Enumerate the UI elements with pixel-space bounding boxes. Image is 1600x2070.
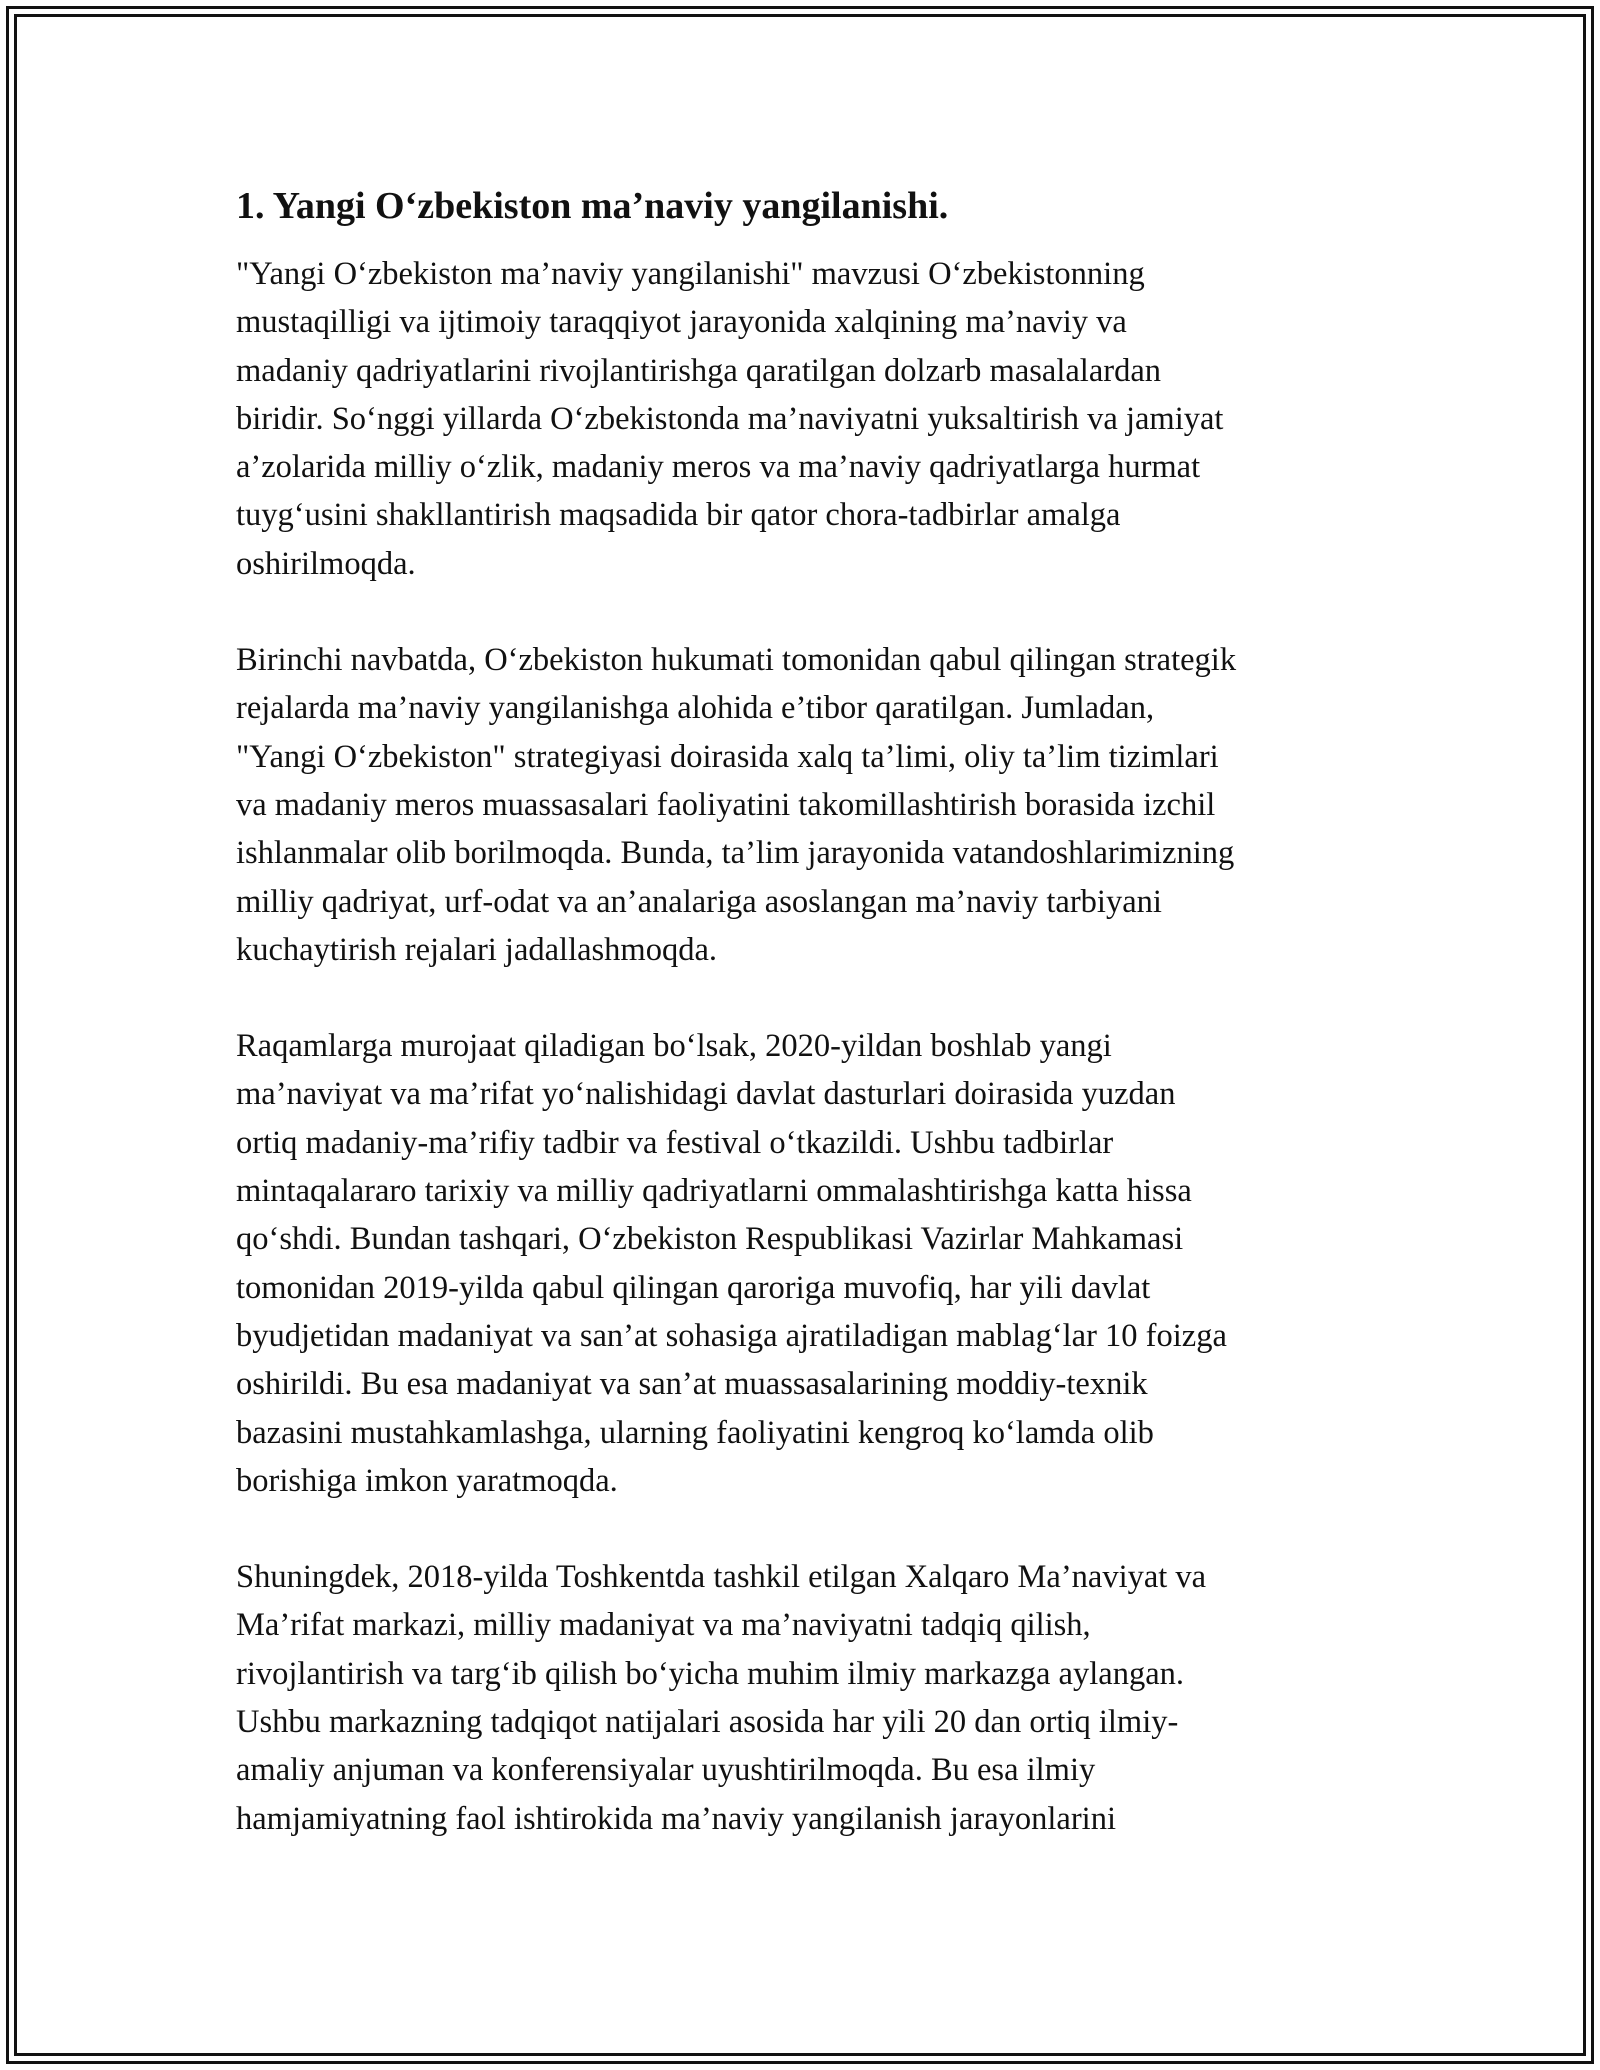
section-heading: 1. Yangi O‘zbekiston ma’naviy yangilanishi.	[236, 185, 949, 227]
text-line: bazasini mustahkamlashga, ularning faoliyatini kengroq ko‘lamda olib	[236, 1414, 1154, 1451]
body-paragraph	[236, 636, 1376, 974]
body-paragraph	[236, 1022, 1376, 1505]
text-line: mustaqilligi va ijtimoiy taraqqiyot jarayonida xalqining ma’naviy va	[236, 304, 1127, 341]
text-line: Shuningdek, 2018-yilda Toshkentda tashkil etilgan Xalqaro Ma’naviyat va	[236, 1559, 1207, 1596]
text-line: ishlanmalar olib borilmoqda. Bunda, ta’lim jarayonida vatandoshlarimizning	[236, 835, 1235, 872]
body-paragraph	[236, 1553, 1376, 1843]
paragraph-list	[236, 250, 1376, 1843]
text-line: amaliy anjuman va konferensiyalar uyushtirilmoqda. Bu esa ilmiy	[236, 1752, 1096, 1789]
text-line: rejalarda ma’naviy yangilanishga alohida e’tibor qaratilgan. Jumladan,	[236, 690, 1155, 727]
text-line: oshirildi. Bu esa madaniyat va san’at muassasalarining moddiy-texnik	[236, 1366, 1148, 1403]
text-line: qo‘shdi. Bundan tashqari, O‘zbekiston Respublikasi Vazirlar Mahkamasi	[236, 1221, 1184, 1258]
text-line: "Yangi O‘zbekiston ma’naviy yangilanishi" mavzusi O‘zbekistonning	[236, 256, 1145, 292]
text-line: milliy qadriyat, urf-odat va an’analariga asoslangan ma’naviy tarbiyani	[236, 883, 1162, 920]
text-line: a’zolarida milliy o‘zlik, madaniy meros va ma’naviy qadriyatlarga hurmat	[236, 449, 1201, 486]
document-body	[236, 182, 1376, 1891]
text-line: madaniy qadriyatlarini rivojlantirishga qaratilgan dolzarb masalalardan	[236, 352, 1161, 389]
text-line: Ma’rifat markazi, milliy madaniyat va ma’naviyatni tadqiq qilish,	[236, 1607, 1091, 1644]
text-line: oshirilmoqda.	[236, 545, 416, 582]
text-line: rivojlantirish va targ‘ib qilish bo‘yicha muhim ilmiy markazga aylangan.	[236, 1655, 1184, 1692]
text-line: ortiq madaniy-ma’rifiy tadbir va festival o‘tkazildi. Ushbu tadbirlar	[236, 1124, 1114, 1161]
text-line: "Yangi O‘zbekiston" strategiyasi doirasida xalq ta’limi, oliy ta’lim tizimlari	[236, 738, 1219, 775]
text-line: kuchaytirish rejalari jadallashmoqda.	[236, 931, 718, 968]
text-line: Ushbu markazning tadqiqot natijalari asosida har yili 20 dan ortiq ilmiy-	[236, 1704, 1179, 1741]
body-paragraph	[236, 250, 1376, 588]
text-line: mintaqalararo tarixiy va milliy qadriyatlarni ommalashtirishga katta hissa	[236, 1173, 1192, 1210]
text-line: ma’naviyat va ma’rifat yo‘nalishidagi davlat dasturlari doirasida yuzdan	[236, 1076, 1176, 1113]
text-line: va madaniy meros muassasalari faoliyatini takomillashtirish borasida izchil	[236, 786, 1216, 823]
text-line: Birinchi navbatda, O‘zbekiston hukumati tomonidan qabul qilingan strategik	[236, 642, 1237, 679]
text-line: tuyg‘usini shakllantirish maqsadida bir qator chora-tadbirlar amalga	[236, 497, 1121, 534]
text-line: hamjamiyatning faol ishtirokida ma’naviy yangilanish jarayonlarini	[236, 1800, 1116, 1837]
text-line: biridir. So‘nggi yillarda O‘zbekistonda ma’naviyatni yuksaltirish va jamiyat	[236, 400, 1224, 437]
text-line: borishiga imkon yaratmoqda.	[236, 1462, 618, 1499]
text-line: Raqamlarga murojaat qiladigan bo‘lsak, 2020-yildan boshlab yangi	[236, 1028, 1112, 1065]
text-line: tomonidan 2019-yilda qabul qilingan qaroriga muvofiq, har yili davlat	[236, 1269, 1151, 1306]
text-line: byudjetidan madaniyat va san’at sohasiga ajratiladigan mablag‘lar 10 foizga	[236, 1317, 1227, 1354]
